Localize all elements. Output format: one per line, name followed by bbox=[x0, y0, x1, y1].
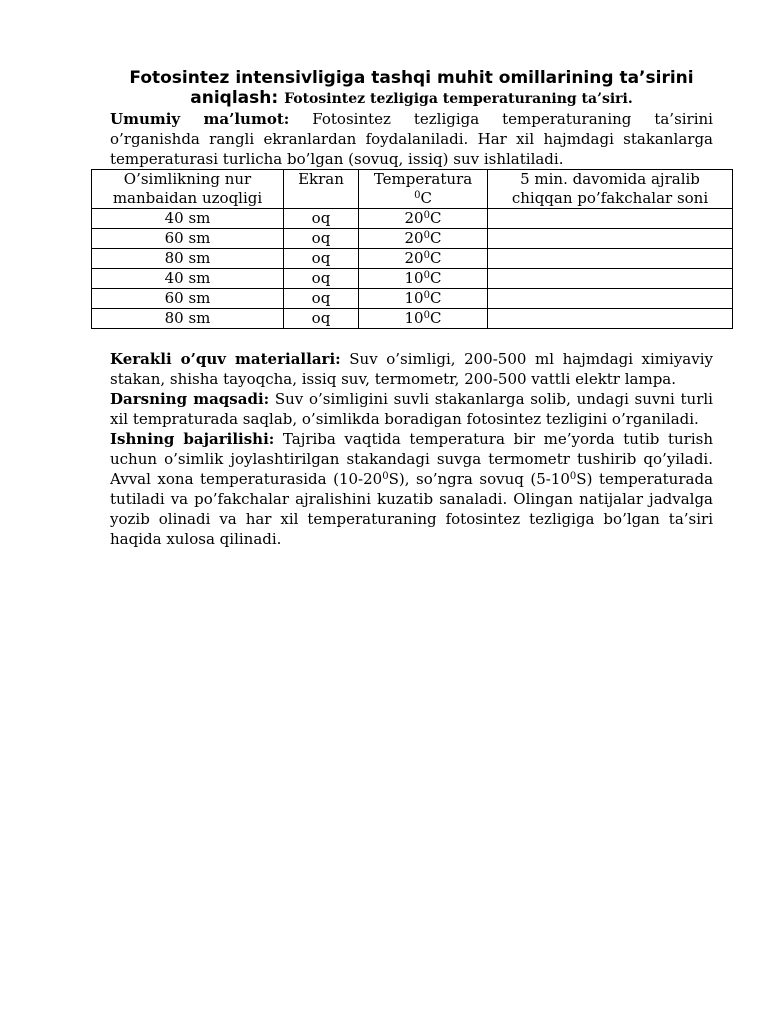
temp-unit: C bbox=[429, 269, 442, 287]
cell-distance: 40 sm bbox=[92, 269, 284, 289]
cell-distance: 80 sm bbox=[92, 309, 284, 329]
cell-bubbles bbox=[488, 229, 733, 249]
temp-value: 20 bbox=[404, 249, 424, 267]
kerakli-text: Suv o’simligi, 200-500 ml hajmdagi ximiyaviy stakan, shisha tayoqcha, issiq suv, termometr, 200-500 vattli elektr lampa. bbox=[110, 350, 713, 388]
ishning-paragraph bbox=[110, 429, 713, 549]
cell-ekran: oq bbox=[284, 269, 359, 289]
header-temp-unit: C bbox=[420, 189, 432, 207]
header-temp-sup: 0 bbox=[414, 190, 421, 201]
ishning-text-1: Tajriba vaqtida temperatura bir me’yorda tutib turish uchun o’simlik joylashtirilgan stakandagi suvga termometr tushirib qo’yiladi. Avval xona temperaturasida (10-20 bbox=[110, 430, 713, 488]
cell-temperature bbox=[359, 249, 488, 269]
temp-sup: 0 bbox=[423, 250, 430, 261]
cell-temperature bbox=[359, 269, 488, 289]
cell-temperature bbox=[359, 289, 488, 309]
ishning-text-2: S), so’ngra sovuq (5-10 bbox=[388, 470, 570, 488]
ishning-sup-1: 0 bbox=[382, 471, 389, 482]
header-temperature bbox=[359, 170, 488, 209]
temp-sup: 0 bbox=[423, 310, 430, 321]
table-row bbox=[92, 209, 733, 229]
temp-sup: 0 bbox=[423, 270, 430, 281]
temp-sup: 0 bbox=[423, 210, 430, 221]
umumiy-paragraph bbox=[110, 109, 713, 169]
darsning-paragraph bbox=[110, 389, 713, 429]
ishning-sup-2: 0 bbox=[569, 471, 577, 482]
temp-sup: 0 bbox=[423, 290, 430, 301]
header-bubbles: 5 min. davomida ajralib chiqqan po’fakchalar soni bbox=[488, 170, 733, 209]
temp-value: 10 bbox=[404, 289, 424, 307]
kerakli-label: Kerakli o’quv materiallari: bbox=[110, 350, 341, 368]
cell-ekran: oq bbox=[284, 289, 359, 309]
header-ekran: Ekran bbox=[284, 170, 359, 209]
table-row bbox=[92, 229, 733, 249]
cell-ekran: oq bbox=[284, 229, 359, 249]
table-row bbox=[92, 289, 733, 309]
cell-bubbles bbox=[488, 269, 733, 289]
spacer bbox=[110, 329, 713, 349]
temp-sup: 0 bbox=[423, 230, 430, 241]
data-table bbox=[91, 169, 733, 329]
temp-unit: C bbox=[429, 249, 442, 267]
cell-ekran: oq bbox=[284, 249, 359, 269]
table-header-row bbox=[92, 170, 733, 209]
document-page bbox=[110, 68, 713, 549]
umumiy-label: Umumiy ma’lumot: bbox=[110, 110, 290, 128]
temp-value: 10 bbox=[404, 269, 424, 287]
temp-value: 20 bbox=[404, 229, 424, 247]
temp-unit: C bbox=[429, 209, 442, 227]
cell-temperature bbox=[359, 229, 488, 249]
temp-unit: C bbox=[429, 229, 442, 247]
header-distance: O’simlikning nur manbaidan uzoqligi bbox=[92, 170, 284, 209]
ishning-label: Ishning bajarilishi: bbox=[110, 430, 275, 448]
document-title bbox=[110, 68, 713, 109]
table-row bbox=[92, 249, 733, 269]
table-row bbox=[92, 269, 733, 289]
title-subtitle: Fotosintez tezligiga temperaturaning ta’siri. bbox=[284, 91, 633, 107]
cell-temperature bbox=[359, 309, 488, 329]
cell-bubbles bbox=[488, 289, 733, 309]
cell-bubbles bbox=[488, 209, 733, 229]
cell-temperature bbox=[359, 209, 488, 229]
header-temp-label: Temperatura bbox=[373, 170, 473, 188]
cell-ekran: oq bbox=[284, 309, 359, 329]
table-row bbox=[92, 309, 733, 329]
ishning-text-3: S) temperaturada tutiladi va po’fakchalar ajralishini kuzatib sanaladi. Olingan natijalar jadvalga yozib olinadi va har xil temperaturaning fotosintez tezligiga bo’lgan ta’siri haqida xulosa qilinadi. bbox=[110, 470, 714, 548]
cell-bubbles bbox=[488, 309, 733, 329]
kerakli-paragraph bbox=[110, 349, 713, 389]
cell-distance: 60 sm bbox=[92, 229, 284, 249]
cell-distance: 80 sm bbox=[92, 249, 284, 269]
cell-distance: 60 sm bbox=[92, 289, 284, 309]
temp-value: 10 bbox=[404, 309, 424, 327]
umumiy-text: Fotosintez tezligiga temperaturaning ta’sirini o’rganishda rangli ekranlardan foydalaniladi. Har xil hajmdagi stakanlarga temperaturasi turlicha bo’lgan (sovuq, issiq) suv ishlatiladi. bbox=[110, 110, 713, 168]
darsning-label: Darsning maqsadi: bbox=[110, 390, 270, 408]
cell-distance: 40 sm bbox=[92, 209, 284, 229]
cell-bubbles bbox=[488, 249, 733, 269]
temp-unit: C bbox=[429, 309, 442, 327]
cell-ekran: oq bbox=[284, 209, 359, 229]
title-main: Fotosintez intensivligiga tashqi muhit omillarining ta’sirini aniqlash: bbox=[129, 68, 694, 108]
temp-unit: C bbox=[429, 289, 442, 307]
temp-value: 20 bbox=[404, 209, 424, 227]
darsning-text: Suv o’simligini suvli stakanlarga solib, undagi suvni turli xil tempraturada saqlab, o’simlikda boradigan fotosintez tezligini o’rganiladi. bbox=[110, 390, 713, 428]
